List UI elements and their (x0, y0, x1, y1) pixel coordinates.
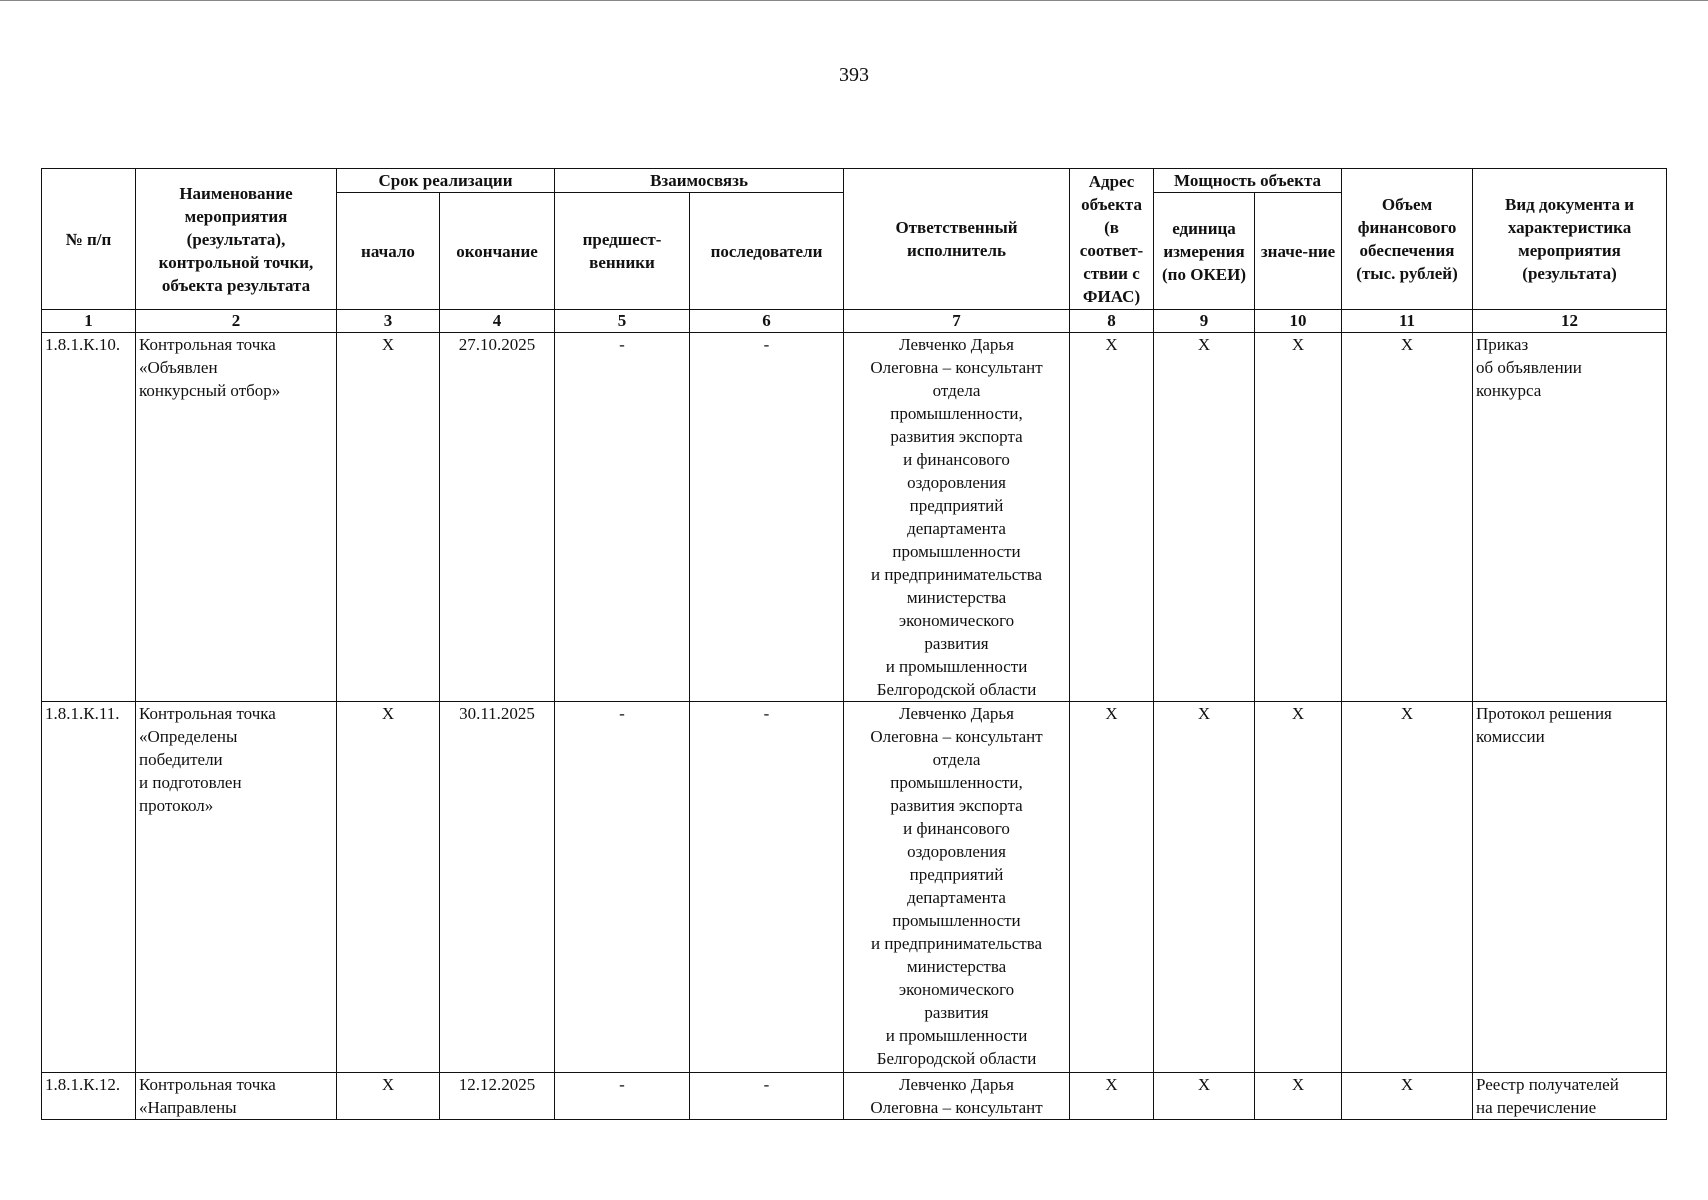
header-term-group: Срок реализации (337, 169, 555, 193)
row-end: 12.12.2025 (440, 1073, 555, 1120)
header-row-1 (42, 169, 1667, 193)
column-number: 10 (1255, 310, 1342, 333)
row-name-line: Контрольная точка (139, 1075, 276, 1094)
row-document (1473, 1073, 1667, 1120)
row-address: X (1070, 1073, 1154, 1120)
document-line: Приказ (1476, 335, 1529, 354)
row-finance: X (1342, 702, 1473, 1073)
row-unit: X (1154, 333, 1255, 702)
header-executor: Ответственный исполнитель (844, 169, 1070, 310)
top-border-line (0, 0, 1708, 1)
row-predecessors: - (555, 1073, 690, 1120)
executor-line: оздоровления (907, 473, 1006, 492)
executor-line: Олеговна – консультант (870, 1098, 1043, 1117)
header-term-end: окончание (440, 193, 555, 310)
row-value: X (1255, 702, 1342, 1073)
document-line: конкурса (1476, 381, 1542, 400)
row-start: X (337, 1073, 440, 1120)
row-successors: - (690, 702, 844, 1073)
header-num: № п/п (42, 169, 136, 310)
executor-line: и промышленности (885, 1026, 1028, 1045)
row-name-line: и подготовлен (139, 773, 242, 792)
header-capacity-value: значе-ние (1255, 193, 1342, 310)
executor-line: департамента (907, 888, 1006, 907)
row-predecessors: - (555, 702, 690, 1073)
column-number: 6 (690, 310, 844, 333)
executor-line: и финансового (903, 819, 1010, 838)
executor-line: промышленности, (890, 773, 1023, 792)
executor-line: министерства (906, 957, 1007, 976)
executor-line: департамента (907, 519, 1006, 538)
executor-line: Белгородской области (876, 680, 1037, 699)
document-line: Протокол решения (1476, 704, 1612, 723)
header-link-succ: последователи (690, 193, 844, 310)
executor-line: промышленности, (890, 404, 1023, 423)
table-row (42, 702, 1667, 1073)
row-number: 1.8.1.К.10. (42, 333, 136, 702)
executor-line: и промышленности (885, 657, 1028, 676)
row-successors: - (690, 1073, 844, 1120)
row-name (136, 702, 337, 1073)
executor-line: промышленности (892, 542, 1021, 561)
column-number: 9 (1154, 310, 1255, 333)
executor-line: Олеговна – консультант (870, 727, 1043, 746)
column-number: 5 (555, 310, 690, 333)
row-name-line: «Направлены (139, 1098, 237, 1117)
header-doc: Вид документа и характеристика мероприятия (результата) (1473, 169, 1667, 310)
executor-line: Левченко Дарья (899, 335, 1014, 354)
plan-table (41, 168, 1667, 1120)
row-successors: - (690, 333, 844, 702)
row-executor (844, 702, 1070, 1073)
row-finance: X (1342, 1073, 1473, 1120)
row-unit: X (1154, 1073, 1255, 1120)
column-number: 3 (337, 310, 440, 333)
column-number: 11 (1342, 310, 1473, 333)
column-number: 1 (42, 310, 136, 333)
row-name-line: Контрольная точка (139, 335, 276, 354)
row-number: 1.8.1.К.11. (42, 702, 136, 1073)
executor-line: отдела (932, 381, 981, 400)
row-value: X (1255, 1073, 1342, 1120)
row-name-line: «Объявлен (139, 358, 218, 377)
row-address: X (1070, 333, 1154, 702)
document-line: на перечисление (1476, 1098, 1597, 1117)
row-document (1473, 702, 1667, 1073)
row-predecessors: - (555, 333, 690, 702)
executor-line: отдела (932, 750, 981, 769)
executor-line: министерства (906, 588, 1007, 607)
row-name-line: Контрольная точка (139, 704, 276, 723)
executor-line: развития экспорта (890, 427, 1023, 446)
row-name-line: протокол» (139, 796, 214, 815)
row-end: 30.11.2025 (440, 702, 555, 1073)
header-link-pred: предшест-венники (555, 193, 690, 310)
executor-line: предприятий (909, 496, 1004, 515)
executor-line: Олеговна – консультант (870, 358, 1043, 377)
executor-line: и финансового (903, 450, 1010, 469)
executor-line: развития (924, 634, 989, 653)
header-capacity-unit: единица измерения (по ОКЕИ) (1154, 193, 1255, 310)
executor-line: оздоровления (907, 842, 1006, 861)
executor-line: и предпринимательства (870, 565, 1043, 584)
executor-line: экономического (898, 611, 1015, 630)
column-number: 7 (844, 310, 1070, 333)
executor-line: Левченко Дарья (899, 1075, 1014, 1094)
header-capacity-group: Мощность объекта (1154, 169, 1342, 193)
row-executor (844, 1073, 1070, 1120)
executor-line: развития экспорта (890, 796, 1023, 815)
row-name-line: «Определены (139, 727, 238, 746)
column-number: 8 (1070, 310, 1154, 333)
row-document (1473, 333, 1667, 702)
executor-line: предприятий (909, 865, 1004, 884)
column-number-row (42, 310, 1667, 333)
table-row (42, 1073, 1667, 1120)
row-name-line: конкурсный отбор» (139, 381, 281, 400)
header-address: Адрес объекта (в соответ-ствии с ФИАС) (1070, 169, 1154, 310)
row-name (136, 333, 337, 702)
header-finance: Объем финансового обеспечения (тыс. рублей) (1342, 169, 1473, 310)
document-line: Реестр получателей (1476, 1075, 1619, 1094)
executor-line: Белгородской области (876, 1049, 1037, 1068)
executor-line: промышленности (892, 911, 1021, 930)
row-value: X (1255, 333, 1342, 702)
row-name-line: победители (139, 750, 223, 769)
executor-line: экономического (898, 980, 1015, 999)
header-name: Наименование мероприятия (результата), контрольной точки, объекта результата (136, 169, 337, 310)
row-unit: X (1154, 702, 1255, 1073)
row-name (136, 1073, 337, 1120)
row-number: 1.8.1.К.12. (42, 1073, 136, 1120)
document-line: об объявлении (1476, 358, 1582, 377)
table-row (42, 333, 1667, 702)
row-start: X (337, 333, 440, 702)
row-address: X (1070, 702, 1154, 1073)
row-end: 27.10.2025 (440, 333, 555, 702)
header-term-start: начало (337, 193, 440, 310)
executor-line: развития (924, 1003, 989, 1022)
row-start: X (337, 702, 440, 1073)
column-number: 12 (1473, 310, 1667, 333)
document-line: комиссии (1476, 727, 1545, 746)
row-executor (844, 333, 1070, 702)
executor-line: Левченко Дарья (899, 704, 1014, 723)
row-finance: X (1342, 333, 1473, 702)
column-number: 4 (440, 310, 555, 333)
executor-line: и предпринимательства (870, 934, 1043, 953)
header-link-group: Взаимосвязь (555, 169, 844, 193)
column-number: 2 (136, 310, 337, 333)
page-number: 393 (839, 64, 869, 86)
